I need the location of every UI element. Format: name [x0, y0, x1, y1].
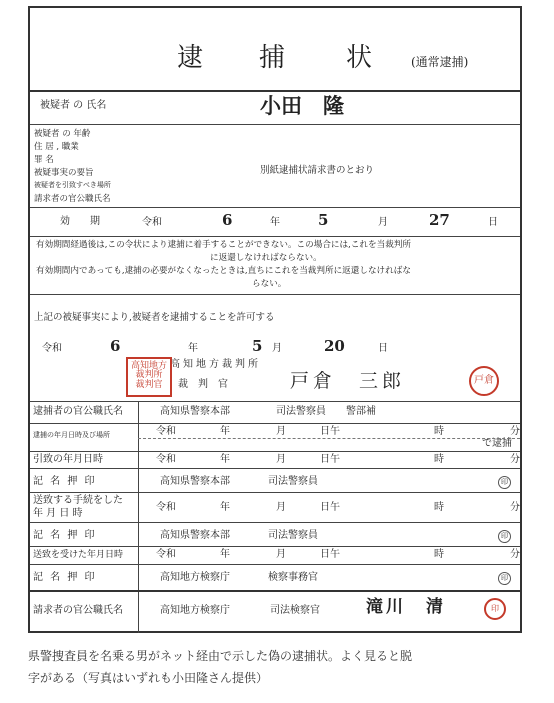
requester-seal: 印 — [484, 598, 506, 620]
custody-era: 令和 — [156, 454, 176, 465]
transfer-era: 令和 — [156, 502, 176, 513]
requester-name: 滝川 清 — [366, 597, 446, 617]
notice-line-4: らない。 — [252, 279, 287, 289]
label-age: 被疑者 の 年齢 — [34, 129, 91, 139]
court-seal: 高知地方 裁判所 裁判官 — [126, 357, 172, 397]
row-arrester-label: 逮捕者の官公職氏名 — [33, 406, 123, 417]
row-signature-label-2: 記 名 押 印 — [33, 530, 97, 541]
issue-era: 令和 — [42, 343, 62, 354]
arrester-role: 司法警察員 — [276, 406, 326, 417]
received-month: 月 — [276, 549, 286, 560]
court-name: 高知地方裁判所 — [170, 359, 261, 370]
judge-label: 裁 判 官 — [178, 379, 228, 390]
validity-month-unit: 月 — [378, 217, 388, 228]
arrest-time-hour: 時 — [434, 426, 444, 437]
signature-1-office: 高知県警察本部 — [160, 476, 230, 487]
validity-day-unit: 日 — [488, 217, 498, 228]
label-requester: 請求者の官公職氏名 — [34, 194, 111, 204]
signature-2-office: 高知県警察本部 — [160, 530, 230, 541]
stamp-mark-3: 印 — [498, 572, 511, 585]
issue-year-unit: 年 — [188, 343, 198, 354]
notice-line-2: に返還しなければならない。 — [210, 253, 322, 263]
title-char-2: 捕 — [259, 43, 288, 73]
judge-name: 戸倉 三郎 — [290, 370, 406, 392]
arrest-time-era: 令和 — [156, 426, 176, 437]
issue-day-unit: 日 — [378, 343, 388, 354]
signature-1-role: 司法警察員 — [268, 476, 318, 487]
suspect-name: 小田 隆 — [260, 93, 344, 118]
detail-value: 別紙逮捕状請求書のとおり — [260, 165, 375, 176]
custody-minute: 分 — [510, 454, 520, 465]
custody-day: 日午 — [320, 454, 340, 465]
arrester-office: 高知県警察本部 — [160, 406, 230, 417]
label-address: 住 居 , 職業 — [34, 142, 79, 152]
label-facts: 被疑事実の要旨 — [34, 168, 94, 178]
issue-month: 5 — [252, 337, 263, 355]
received-day: 日午 — [320, 549, 340, 560]
warrant-type-subtitle: (通常逮捕) — [411, 55, 469, 69]
signature-3-role: 検察事務官 — [268, 572, 318, 583]
validity-label: 効 期 — [60, 216, 100, 227]
row-requester-label: 請求者の官公職氏名 — [33, 605, 123, 616]
row-received-label: 送致を受けた年月日時 — [33, 550, 124, 560]
permission-text: 上記の被疑事実により,被疑者を逮捕することを許可する — [34, 312, 275, 323]
received-hour: 時 — [434, 549, 444, 560]
stamp-mark-1: 印 — [498, 476, 511, 489]
transfer-day: 日午 — [320, 502, 340, 513]
row-transfer-label: 送致する手続をした — [33, 495, 123, 506]
issue-month-unit: 月 — [272, 343, 282, 354]
arrest-place-suffix: で逮捕 — [482, 438, 512, 449]
title-char-1: 逮 — [177, 43, 206, 73]
arrest-warrant-document — [28, 6, 522, 633]
judge-seal: 戸倉 — [469, 366, 499, 396]
arrest-time-minute: 分 — [510, 426, 520, 437]
received-minute: 分 — [510, 549, 520, 560]
title-char-3: 状 — [346, 43, 375, 73]
notice-line-3: 有効期間内であっても,逮捕の必要がなくなったときは,直ちにこれを当裁判所に返還しなければな — [36, 266, 411, 276]
notice-line-1: 有効期間経過後は,この令状により逮捕に着手することができない。この場合には,これを当裁判所 — [36, 240, 411, 250]
row-transfer-label-2: 年 月 日 時 — [33, 508, 83, 519]
suspect-name-label: 被疑者 の 氏名 — [40, 100, 107, 111]
custody-hour: 時 — [434, 454, 444, 465]
row-signature-label-3: 記 名 押 印 — [33, 572, 97, 583]
caption-line-1: 県警捜査員を名乗る男がネット経由で示した偽の逮捕状。よく見ると脱 — [28, 649, 413, 663]
signature-3-office: 高知地方検察庁 — [160, 572, 230, 583]
validity-year: 6 — [222, 211, 233, 229]
validity-day: 27 — [429, 211, 450, 229]
arrest-time-year: 年 — [220, 426, 230, 437]
photo-caption — [28, 645, 528, 689]
arrest-time-month: 月 — [276, 426, 286, 437]
requester-role: 司法検察官 — [270, 605, 320, 616]
requester-office: 高知地方検察庁 — [160, 605, 230, 616]
transfer-year: 年 — [220, 502, 230, 513]
issue-year: 6 — [110, 337, 121, 355]
custody-year: 年 — [220, 454, 230, 465]
signature-2-role: 司法警察員 — [268, 530, 318, 541]
stamp-mark-2: 印 — [498, 530, 511, 543]
row-arrest-time-label: 逮捕の年月日時及び場所 — [33, 431, 110, 439]
custody-month: 月 — [276, 454, 286, 465]
issue-day: 20 — [324, 337, 345, 355]
transfer-minute: 分 — [510, 502, 520, 513]
arrester-rank: 警部補 — [346, 406, 376, 417]
label-crime: 罪 名 — [34, 155, 54, 165]
row-custody-label: 引致の年月日時 — [33, 454, 103, 465]
validity-year-unit: 年 — [270, 217, 280, 228]
row-signature-label-1: 記 名 押 印 — [33, 476, 97, 487]
validity-month: 5 — [318, 211, 329, 229]
received-year: 年 — [220, 549, 230, 560]
caption-line-2: 字がある（写真はいずれも小田隆さん提供） — [28, 671, 269, 685]
received-era: 令和 — [156, 549, 176, 560]
transfer-hour: 時 — [434, 502, 444, 513]
label-place: 被疑者を引致すべき場所 — [34, 181, 111, 189]
transfer-month: 月 — [276, 502, 286, 513]
arrest-time-day: 日午 — [320, 426, 340, 437]
validity-era: 令和 — [142, 217, 162, 228]
